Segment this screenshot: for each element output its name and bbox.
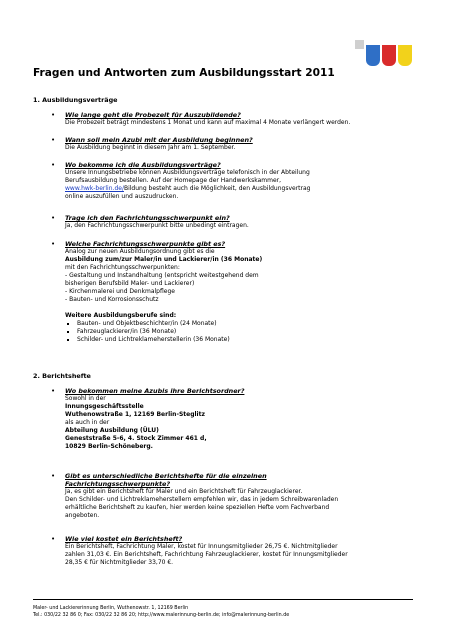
bullet-icon: • <box>51 111 56 119</box>
answer: Ja, es gibt ein Berichtsheft für Maler und ein Berichtsheft für Fahrzeuglackierer. Den Schilder- und Lichtreklameherstellern empfehlen wir, das in jedem Schreibwarenladen erhältliche Berichtsheft zu kaufen, hier werden keine speziellen Hefte vom Fachverband angeboten. <box>65 488 339 519</box>
further-professions-heading: Weitere Ausbildungsberufe sind: <box>65 312 177 319</box>
qa-item <box>51 472 415 520</box>
profession-item: Schilder- und Lichtreklameherstellerin (36 Monate) <box>65 336 415 344</box>
qa-item <box>51 161 415 201</box>
qa-item <box>51 240 415 344</box>
answer: Analog zur neuen Ausbildungsordnung gibt es die Ausbildung zum/zur Maler/in und Lackierer/in (36 Monate) mit den Fachrichtungsschwerpunkten: - Gestaltung und Instandhaltung (entspricht weitestgehend dem bisherigen Berufsbild Maler- und Lackierer) - Kirchenmalerei und Denkmalpflege - Bauten- und Korrosionsschutz Weitere Ausbildungsberufe sind: Bauten- und Objektbeschichter/in (24 Monate) Fahrzeuglackierer/in (36 Monate) Schilder- und Lichtreklameherstellerin (36 Monate) <box>65 248 415 344</box>
answer: Unsere Innungsbetriebe können Ausbildungsverträge telefonisch in der Abteilung Berufsausbildung bestellen. Auf der Homepage der Handwerkskammer, www.hwk-berlin.de/Bildung besteht auch die Möglichkeit, den Ausbildungsvertrag online auszufüllen und auszudrucken. <box>65 169 311 200</box>
bullet-icon: • <box>51 472 56 480</box>
qa-item <box>51 214 415 230</box>
section-heading-vertraege: 1. Ausbildungsverträge <box>33 96 118 104</box>
section-heading-berichtshefte: 2. Berichtshefte <box>33 372 91 380</box>
question: Trage ich den Fachrichtungsschwerpunkt ein? <box>65 214 230 222</box>
question: Wo bekomme ich die Ausbildungsverträge? <box>65 161 221 169</box>
bullet-icon: • <box>51 136 56 144</box>
hwk-link[interactable]: www.hwk-berlin.de/ <box>65 185 124 192</box>
footer-divider <box>33 599 413 600</box>
bullet-icon: • <box>51 214 56 222</box>
profession-item: Bauten- und Objektbeschichter/in (24 Monate) <box>65 320 415 328</box>
answer: Ja, den Fachrichtungsschwerpunkt bitte unbedingt eintragen. <box>65 222 249 229</box>
question: Wie lange geht die Probezeit für Auszubildende? <box>65 111 241 119</box>
footer-contact: Tel.: 030/22 32 86 0; Fax: 030/22 32 86 20; http://www.malerinnung-berlin.de; info@malerinnung-berlin.de <box>33 613 290 618</box>
question: Wann soll mein Azubi mit der Ausbildung beginnen? <box>65 136 253 144</box>
bullet-icon: • <box>51 535 56 543</box>
qa-item <box>51 387 415 451</box>
answer: Die Probezeit beträgt mindestens 1 Monat und kann auf maximal 4 Monate verlängert werden. <box>65 119 351 126</box>
qa-item <box>51 111 415 127</box>
bullet-icon: • <box>51 240 56 248</box>
bullet-icon: • <box>51 161 56 169</box>
profession-item: Fahrzeuglackierer/in (36 Monate) <box>65 328 415 336</box>
question-continued: Fachrichtungsschwerpunkte? <box>65 480 171 488</box>
qa-item <box>51 535 415 567</box>
page-title: Fragen und Antworten zum Ausbildungsstart 2011 <box>33 67 335 79</box>
qa-item <box>51 136 415 152</box>
question: Gibt es unterschiedliche Berichtshefte für die einzelnen <box>65 472 267 480</box>
question: Welche Fachrichtungsschwerpunkte gibt es? <box>65 240 226 248</box>
answer: Die Ausbildung beginnt in diesem Jahr am 1. September. <box>65 144 236 151</box>
question: Wie viel kostet ein Berichtsheft? <box>65 535 183 543</box>
bullet-icon: • <box>51 387 56 395</box>
answer: Ein Berichtsheft, Fachrichtung Maler, kostet für Innungsmitglieder 26,75 €. Nichtmitglieder zahlen 31,03 €. Ein Berichtsheft, Fachrichtung Fahrzeuglackierer, kostet für Innungsmitglieder 28,35 € für Nichtmitglieder 33,70 €. <box>65 543 348 566</box>
footer-address: Maler- und Lackiererinnung Berlin, Wuthenowstr. 1, 12169 Berlin <box>33 606 189 611</box>
question: Wo bekommen meine Azubis ihre Berichtsordner? <box>65 387 245 395</box>
innung-logo <box>355 36 415 70</box>
answer: Sowohl in der Innungsgeschäftsstelle Wuthenowstraße 1, 12169 Berlin-Steglitz als auch in der Abteilung Ausbildung (ÜLU) Geneststraße 5-6, 4. Stock Zimmer 461 d, 10829 Berlin-Schöneberg. <box>65 395 207 450</box>
